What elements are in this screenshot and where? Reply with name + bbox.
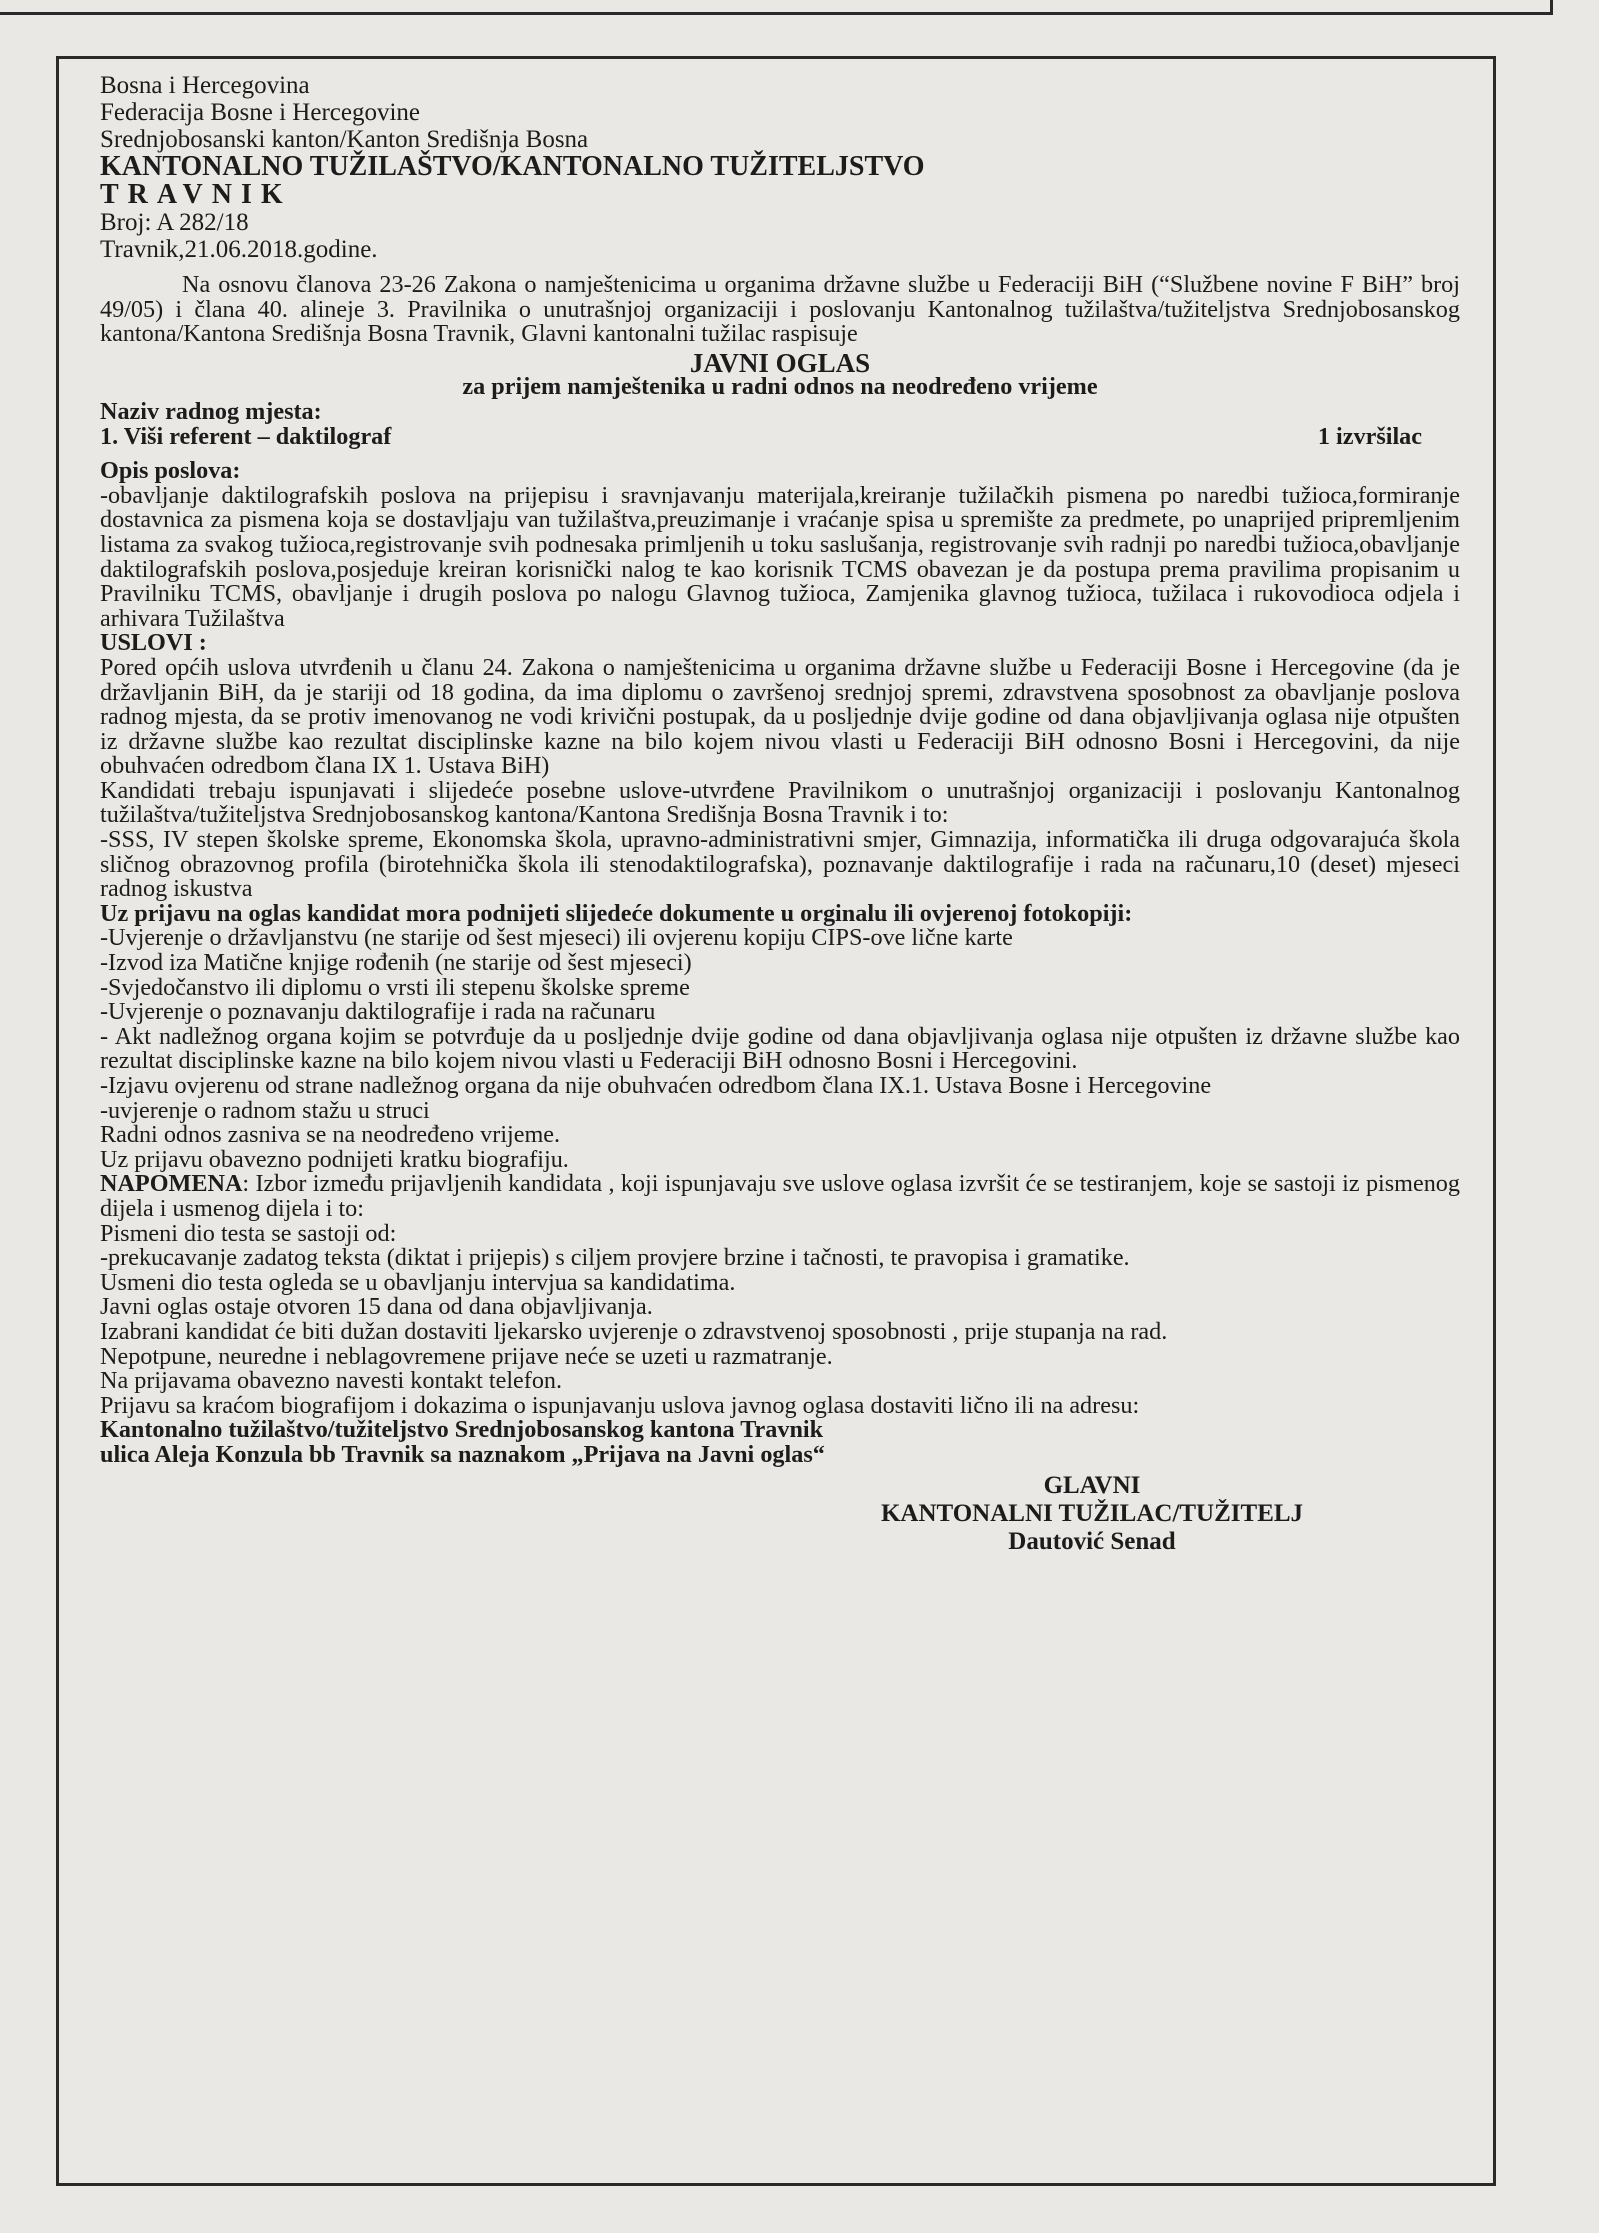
- notice-subtitle: za prijem namještenika u radni odnos na neodređeno vrijeme: [462, 373, 1098, 401]
- general-conditions: Pored općih uslova utvrđenih u članu 24. Zakona o namještenicima u organima državne službe u Federaciji Bosne i Hercegovine (da je državljanin BiH, da je stariji od 18 godina, da ima diplomu o završenoj srednjoj spremi, zdravstvena sposobnost za obavljanje poslova radnog mjesta, da se protiv imenovanog ne vodi krivični postupak, da u posljednje dvije godine od dana objavljivanja oglasa nije otpušten iz državne službe kao rezultat disciplinske kazne na bilo kojem nivou vlasti u Federaciji BiH odnosno Bosni i Hercegovini, da nije obuhvaćen odredbom člana IX 1. Ustava BiH): [100, 653, 1460, 780]
- written-test-heading: Pismeni dio testa se sastoji od:: [100, 1219, 397, 1247]
- country-line: Bosna i Hercegovina: [100, 72, 310, 99]
- signature-name: Dautović Senad: [1008, 1527, 1176, 1555]
- documents-heading: Uz prijavu na oglas kandidat mora podnijeti slijedeće dokumente u orginalu ili ovjerenoj fotokopiji:: [100, 899, 1133, 927]
- public-notice-document: [100, 72, 1460, 1556]
- position-row: [100, 422, 1460, 450]
- signature-title-2: KANTONALNI TUŽILAC/TUŽITELJ: [880, 1499, 1304, 1527]
- document-item: -Uvjerenje o državljanstvu (ne starije od šest mjeseci) ili ovjerenu kopiju CIPS-ove lične karte: [100, 924, 1013, 952]
- employment-note: Radni odnos zasniva se na neodređeno vrijeme.: [100, 1121, 561, 1149]
- document-item: -uvjerenje o radnom stažu u struci: [100, 1096, 430, 1124]
- biography-note: Uz prijavu obavezno podnijeti kratku biografiju.: [100, 1145, 569, 1173]
- signature-title-1: GLAVNI: [1043, 1471, 1141, 1499]
- reference-number: Broj: A 282/18: [100, 209, 249, 236]
- special-conditions: Kandidati trebaju ispunjavati i slijedeće posebne uslove-utvrđene Pravilnikom o unutrašnjoj organizaciji i poslovanju Kantonalnog tužilaštva/tužiteljstva Srednjobosanskog kantona/Kantona Središnja Bosna Travnik i to:: [100, 776, 1460, 829]
- document-item: - Akt nadležnog organa kojim se potvrđuje da u posljednje dvije godine od dana objavljivanja oglasa nije otpušten iz državne službe kao rezultat disciplinske kazne na bilo kojem nivou vlasti u Federaciji BiH odnosno Bosni i Hercegovini.: [100, 1022, 1460, 1075]
- document-date: Travnik,21.06.2018.godine.: [100, 236, 378, 263]
- institution-line: KANTONALNO TUŽILAŠTVO/KANTONALNO TUŽITELJSTVO: [100, 151, 925, 182]
- document-item: -Uvjerenje o poznavanju daktilografije i rada na računaru: [100, 998, 656, 1026]
- oral-test-note: Usmeni dio testa ogleda se u obavljanju intervjua sa kandidatima.: [100, 1268, 736, 1296]
- document-item: -Izvod iza Matične knjige rođenih (ne starije od šest mjeseci): [100, 949, 692, 977]
- duties-heading: Opis poslova:: [100, 457, 241, 485]
- napomena-text: : Izbor između prijavljenih kandidata , koji ispunjavaju sve uslove oglasa izvršit će se testiranjem, koje se sastoji iz pismenog dijela i usmenog dijela i to:: [100, 1170, 1460, 1222]
- document-item: -Izjavu ovjerenu od strane nadležnog organa da nije obuhvaćen odredbom člana IX.1. Ustava Bosne i Hercegovine: [100, 1072, 1212, 1099]
- submission-note: Prijavu sa kraćom biografijom i dokazima o ispunjavanju uslova javnog oglasa dostaviti lično ili na adresu:: [100, 1391, 1140, 1419]
- position-name: 1. Viši referent – daktilograf: [100, 422, 392, 450]
- federation-line: Federacija Bosne i Hercegovine: [100, 99, 421, 126]
- canton-line: Srednjobosanski kanton/Kanton Središnja Bosna: [100, 126, 589, 153]
- phone-note: Na prijavama obavezno navesti kontakt telefon.: [100, 1367, 563, 1395]
- notice-title: JAVNI OGLAS: [689, 347, 871, 378]
- incomplete-note: Nepotpune, neuredne i neblagovremene prijave neće se uzeti u razmatranje.: [100, 1342, 833, 1370]
- intro-paragraph: Na osnovu članova 23-26 Zakona o namještenicima u organima državne službe u Federaciji BiH (“Službene novine F BiH” broj 49/05) i člana 40. alineje 3. Pravilnika o unutrašnjoj organizaciji i poslovanju Kantonalnog tužilaštva/tužiteljstva Srednjobosanskog kantona/Kantona Središnja Bosna Travnik, Glavni kantonalni tužilac raspisuje: [100, 271, 1460, 348]
- education-requirements: -SSS, IV stepen školske spreme, Ekonomska škola, upravno-administrativni smjer, Gimnazija, informatička ili druga odgovarajuća škola sličnog obrazovnog profila (birotehnička škola ili stenodaktilografska), poznavanje daktilografije i rada na računaru,10 (deset) mjeseci radnog iskustva: [100, 826, 1460, 903]
- address-line-2: ulica Aleja Konzula bb Travnik sa naznakom „Prijava na Javni oglas“: [100, 1440, 825, 1468]
- conditions-heading: USLOVI :: [100, 629, 207, 657]
- document-item: -Svjedočanstvo ili diplomu o vrsti ili stepenu školske spreme: [100, 973, 690, 1001]
- signature-block: [100, 1472, 1460, 1556]
- duties-text: -obavljanje daktilografskih poslova na prijepisu i sravnjavanju materijala,kreiranje tužilačkih pismena po naredbi tužioca,formiranje dostavnica za pismena koja se dostavljaju van tužilaštva,preuzimanje i vraćanje spisa u spremište za predmete, po unaprijed pripremljenim listama za svakog tužioca,registrovanje svih podnesaka primljenih u toku saslušanja, registrovanje svih radnji po naredbi tužioca,obavljanje daktilografskih poslova,posjeduje kreiran korisnički nalog te kao korisnik TCMS obavezan je da postupa prema pravilima propisanim u Pravilniku TCMS, obavljanje i drugih poslova po nalogu Glavnog tužioca, Zamjenika glavnog tužioca, tužilaca i rukovodioca odjela i arhivara Tužilaštva: [100, 481, 1460, 632]
- notice-open-note: Javni oglas ostaje otvoren 15 dana od dana objavljivanja.: [100, 1293, 653, 1321]
- top-border-line: [0, 0, 1553, 15]
- written-test-item: -prekucavanje zadatog teksta (diktat i prijepis) s ciljem provjere brzine i tačnosti, te pravopisa i gramatike.: [100, 1244, 1130, 1272]
- napomena-label: NAPOMENA: [100, 1170, 243, 1198]
- medical-note: Izabrani kandidat će biti dužan dostaviti ljekarsko uvjerenje o zdravstvenoj sposobnosti , prije stupanja na rad.: [100, 1317, 1168, 1345]
- city-line: TRAVNIK: [100, 179, 292, 210]
- position-heading: Naziv radnog mjesta:: [100, 397, 322, 425]
- address-line-1: Kantonalno tužilaštvo/tužiteljstvo Srednjobosanskog kantona Travnik: [100, 1416, 824, 1444]
- napomena-paragraph: [100, 1172, 1460, 1221]
- letterhead: [100, 72, 1460, 263]
- position-count: 1 izvršilac: [1317, 422, 1422, 450]
